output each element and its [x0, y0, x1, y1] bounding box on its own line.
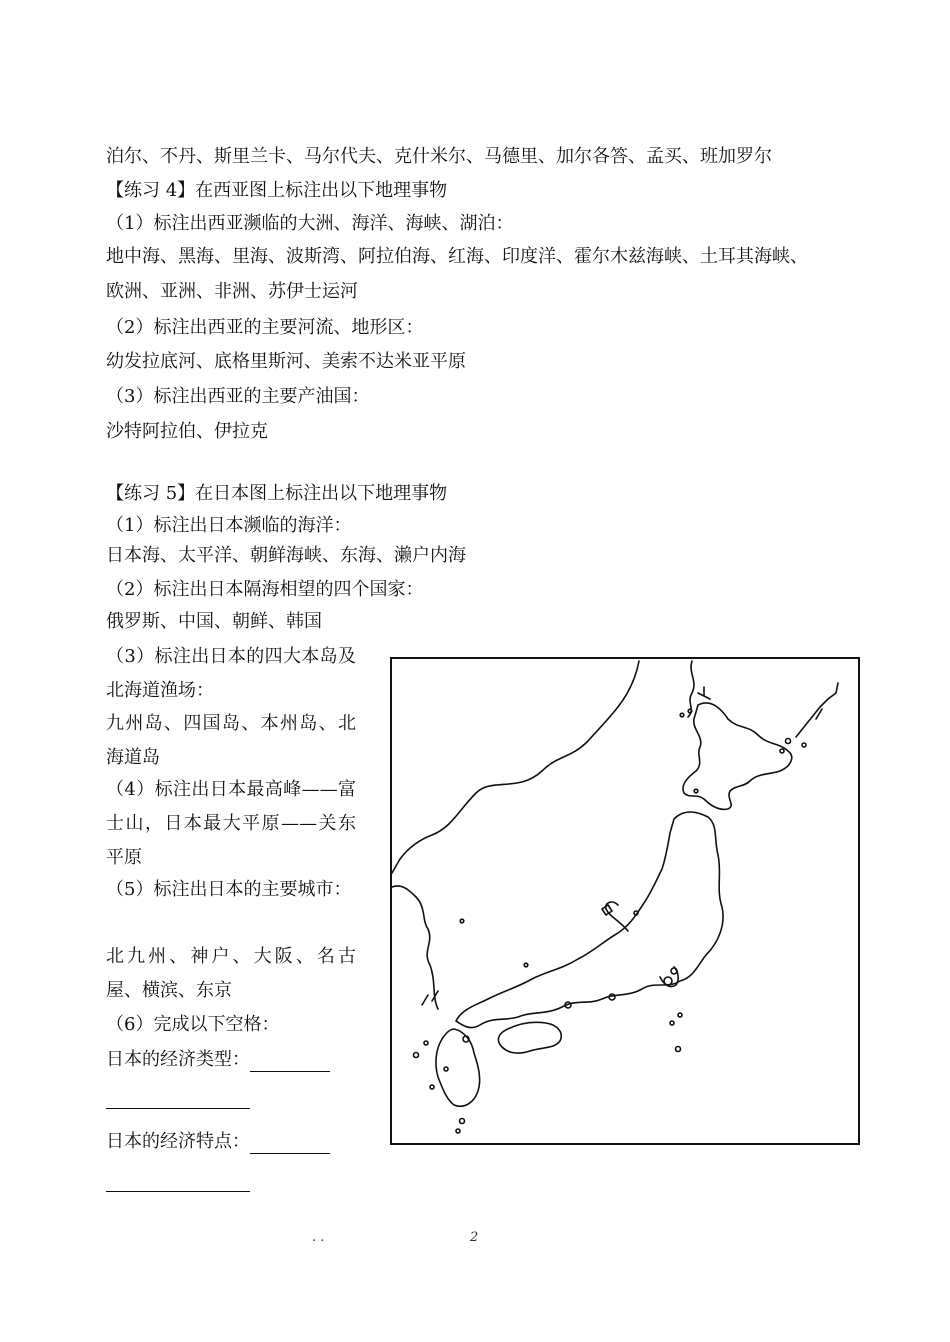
task-4-text: （4）标注出日本最高峰——富士山，日本最大平原——关东平原 [106, 779, 356, 868]
economy-feature-blank[interactable] [250, 1135, 330, 1154]
text-line: （1）标注出西亚濒临的大洲、海洋、海峡、湖泊： [106, 213, 514, 234]
economy-type-blank[interactable] [250, 1053, 330, 1072]
task-3-answer: 九州岛、四国岛、本州岛、北海道岛 [106, 713, 356, 768]
task-6-text: （6）完成以下空格： [106, 1014, 280, 1035]
japan-outline-map [390, 657, 860, 1145]
text-line: 俄罗斯、中国、朝鲜、韩国 [106, 611, 322, 632]
task-5-answer: 北九州、神户、大阪、名古屋、横滨、东京 [106, 946, 356, 1001]
kuril-islands [796, 683, 838, 737]
text-line: （2）标注出日本隔海相望的四个国家： [106, 579, 424, 600]
task-5-text: （5）标注出日本的主要城市： [106, 879, 352, 900]
text-line: 沙特阿拉伯、伊拉克 [106, 421, 268, 442]
text-line: 日本海、太平洋、朝鲜海峡、东海、濑户内海 [106, 545, 466, 566]
economy-type-blank-line[interactable] [106, 1085, 250, 1109]
text-line: 地中海、黑海、里海、波斯湾、阿拉伯海、红海、印度洋、霍尔木兹海峡、土耳其海峡、 [106, 246, 808, 267]
economy-feature-label: 日本的经济特点： [106, 1131, 250, 1152]
japan-map-svg [392, 659, 858, 1143]
kyushu-outline [436, 1029, 480, 1106]
text-line: （1）标注出日本濒临的海洋： [106, 515, 352, 536]
shikoku-outline [498, 1022, 561, 1053]
economy-feature-blank-line[interactable] [106, 1168, 250, 1192]
exercise-4-heading: 【练习 4】在西亚图上标注出以下地理事物 [106, 180, 448, 201]
exercise-5-heading: 【练习 5】在日本图上标注出以下地理事物 [106, 483, 448, 504]
footer-dots: . . [312, 1230, 325, 1245]
text-line: 泊尔、不丹、斯里兰卡、马尔代夫、克什米尔、马德里、加尔各答、孟买、班加罗尔 [106, 146, 772, 167]
text-line: 欧洲、亚洲、非洲、苏伊士运河 [106, 281, 358, 302]
text-line: （2）标注出西亚的主要河流、地形区： [106, 317, 424, 338]
honshu-outline [456, 812, 723, 1028]
task-3-text: （3）标注出日本的四大本岛及北海道渔场： [106, 646, 356, 701]
economy-type-label: 日本的经济类型： [106, 1049, 250, 1070]
hokkaido-outline [683, 703, 792, 809]
page-number: 2 [470, 1230, 479, 1245]
text-line: 幼发拉底河、底格里斯河、美索不达米亚平原 [106, 351, 466, 372]
map-marker [698, 687, 710, 699]
economy-feature-question [106, 1130, 330, 1154]
text-line: （3）标注出西亚的主要产油国： [106, 386, 370, 407]
economy-type-question [106, 1048, 330, 1072]
mainland-coast [392, 661, 639, 1009]
